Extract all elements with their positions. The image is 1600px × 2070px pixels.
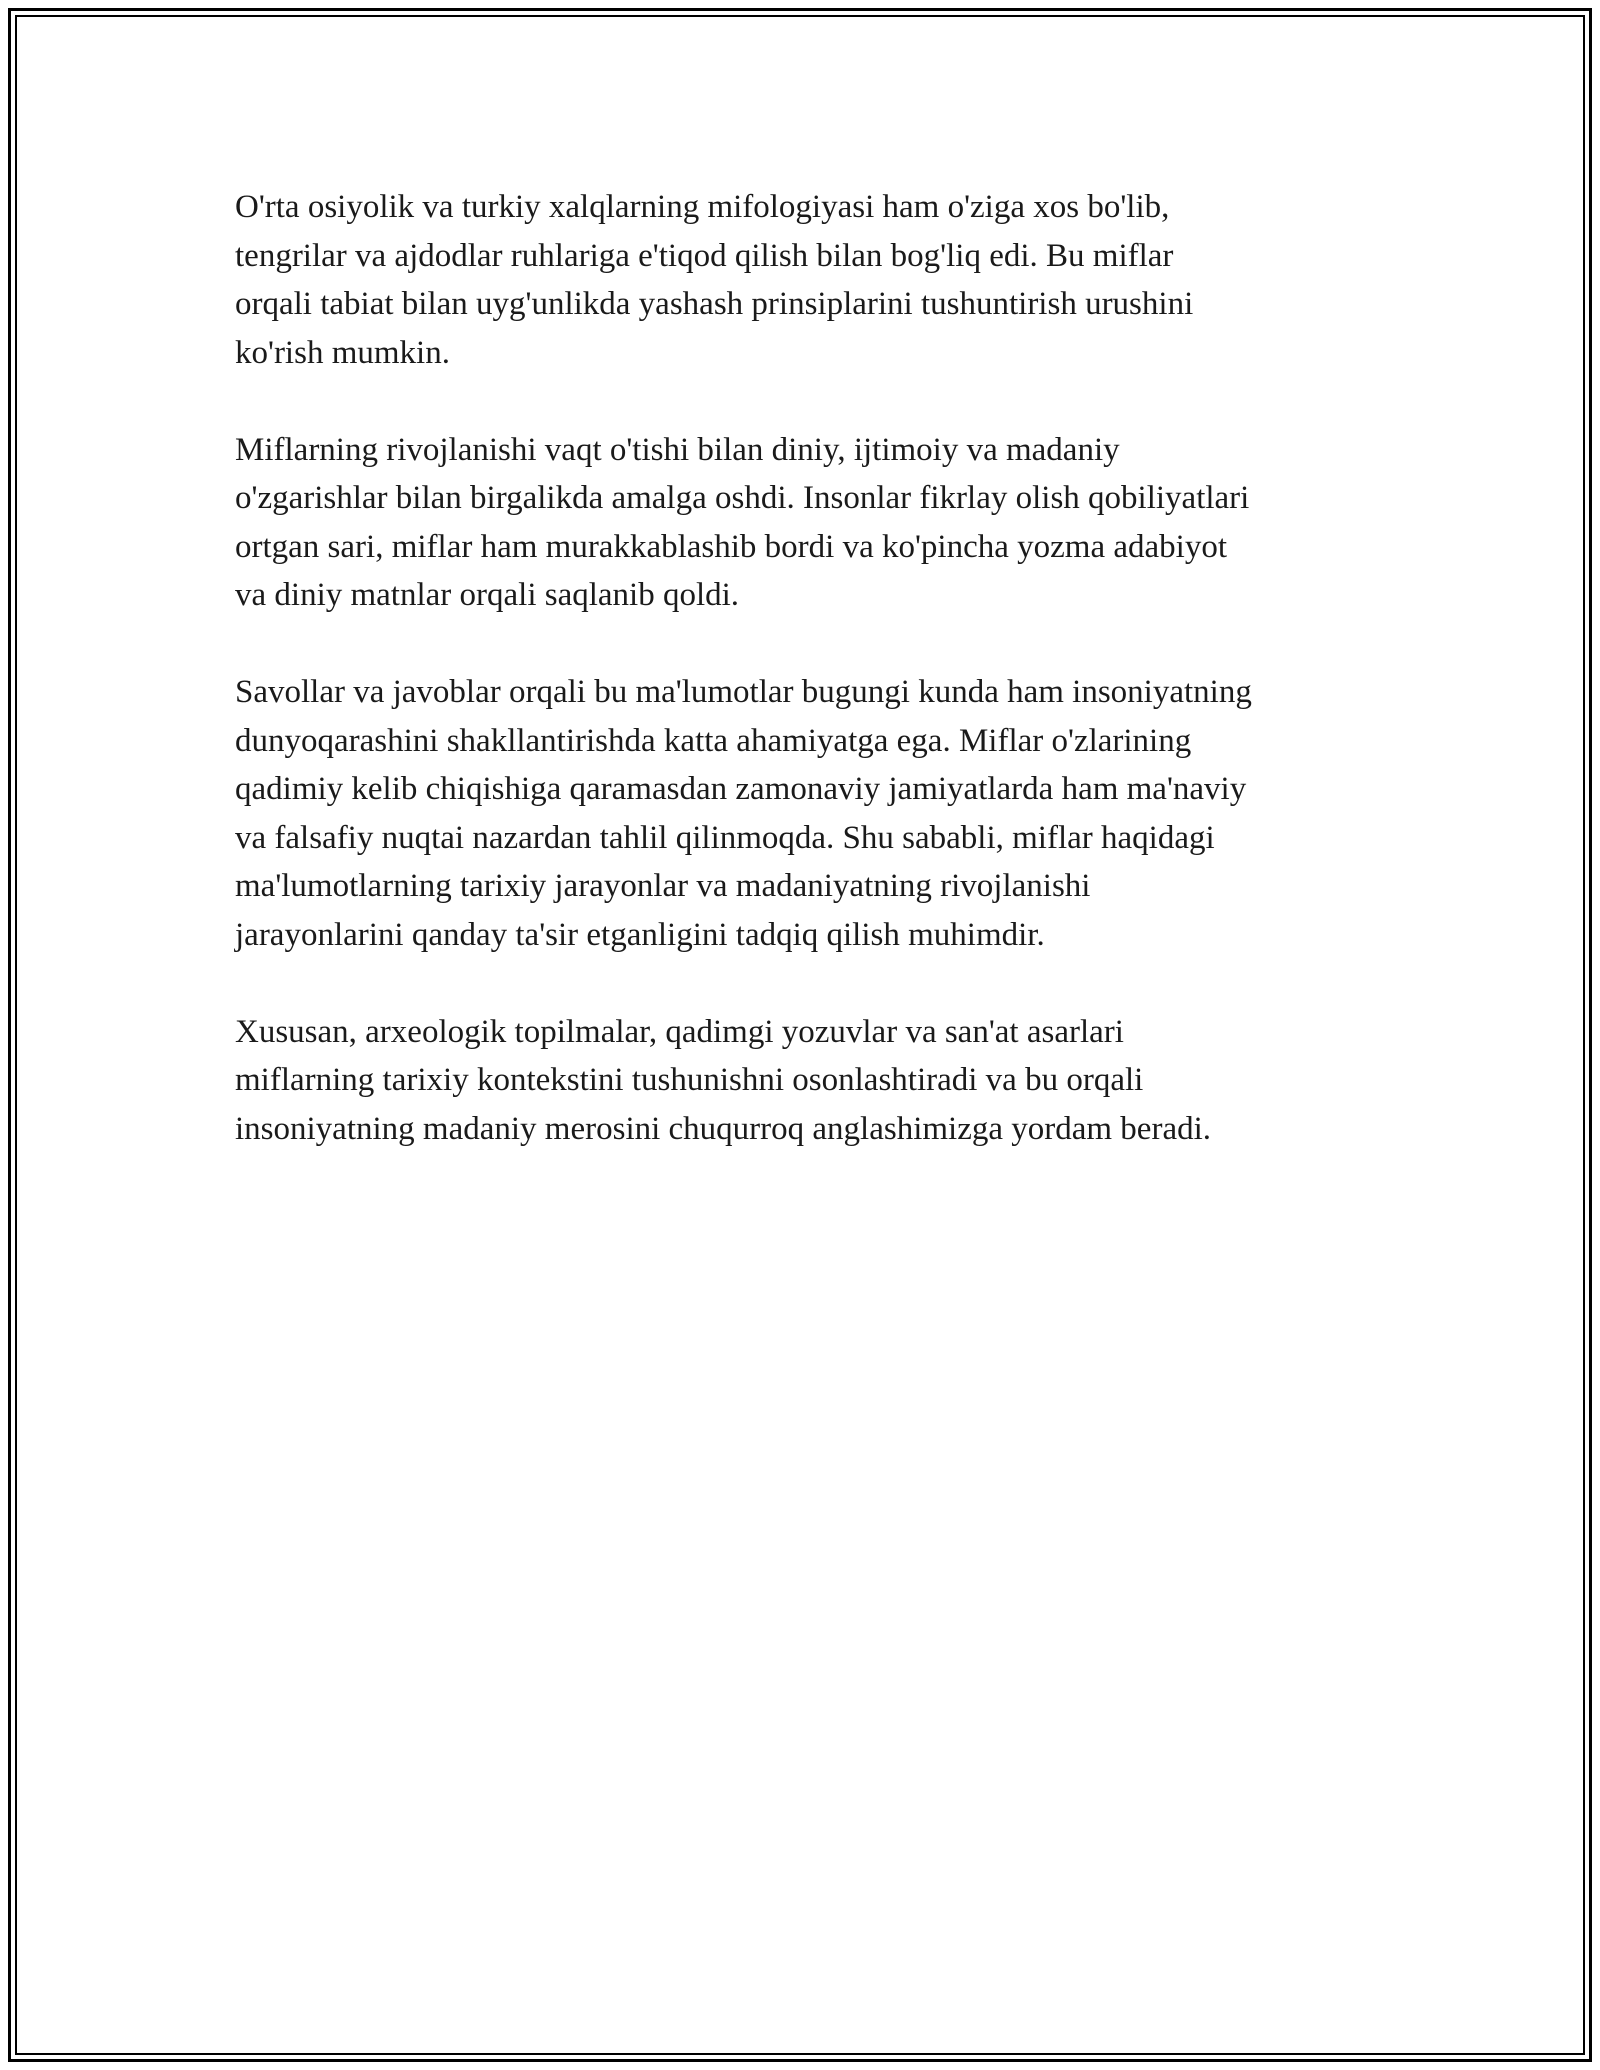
paragraph-1: O'rta osiyolik va turkiy xalqlarning mifologiyasi ham o'ziga xos bo'lib, tengrilar va ajdodlar ruhlariga e'tiqod qilish bilan bog'liq edi. Bu miflar orqali tabiat bilan uyg'unlikda yashash prinsiplarini tushuntirish urushini ko'rish mumkin. bbox=[235, 189, 1194, 371]
document-body bbox=[235, 183, 1395, 1202]
paragraph-2: Miflarning rivojlanishi vaqt o'tishi bilan diniy, ijtimoiy va madaniy o'zgarishlar bilan birgalikda amalga oshdi. Insonlar fikrlay olish qobiliyatlari ortgan sari, miflar ham murakkablashib bordi va ko'pincha yozma adabiyot va diniy matnlar orqali saqlanib qoldi. bbox=[235, 431, 1250, 613]
paragraph-3: Savollar va javoblar orqali bu ma'lumotlar bugungi kunda ham insoniyatning dunyoqarashini shakllantirishda katta ahamiyatga ega. Miflar o'zlarining qadimiy kelib chiqishiga qaramasdan zamonaviy jamiyatlarda ham ma'naviy va falsafiy nuqtai nazardan tahlil qilinmoqda. Shu sababli, miflar haqidagi ma'lumotlarning tarixiy jarayonlar va madaniyatning rivojlanishi jarayonlarini qanday ta'sir etganligini tadqiq qilish muhimdir. bbox=[235, 674, 1252, 953]
paragraph-4: Xususan, arxeologik topilmalar, qadimgi yozuvlar va san'at asarlari miflarning tarixiy kontekstini tushunishni osonlashtiradi va bu orqali insoniyatning madaniy merosini chuqurroq anglashimizga yordam beradi. bbox=[235, 1013, 1212, 1147]
